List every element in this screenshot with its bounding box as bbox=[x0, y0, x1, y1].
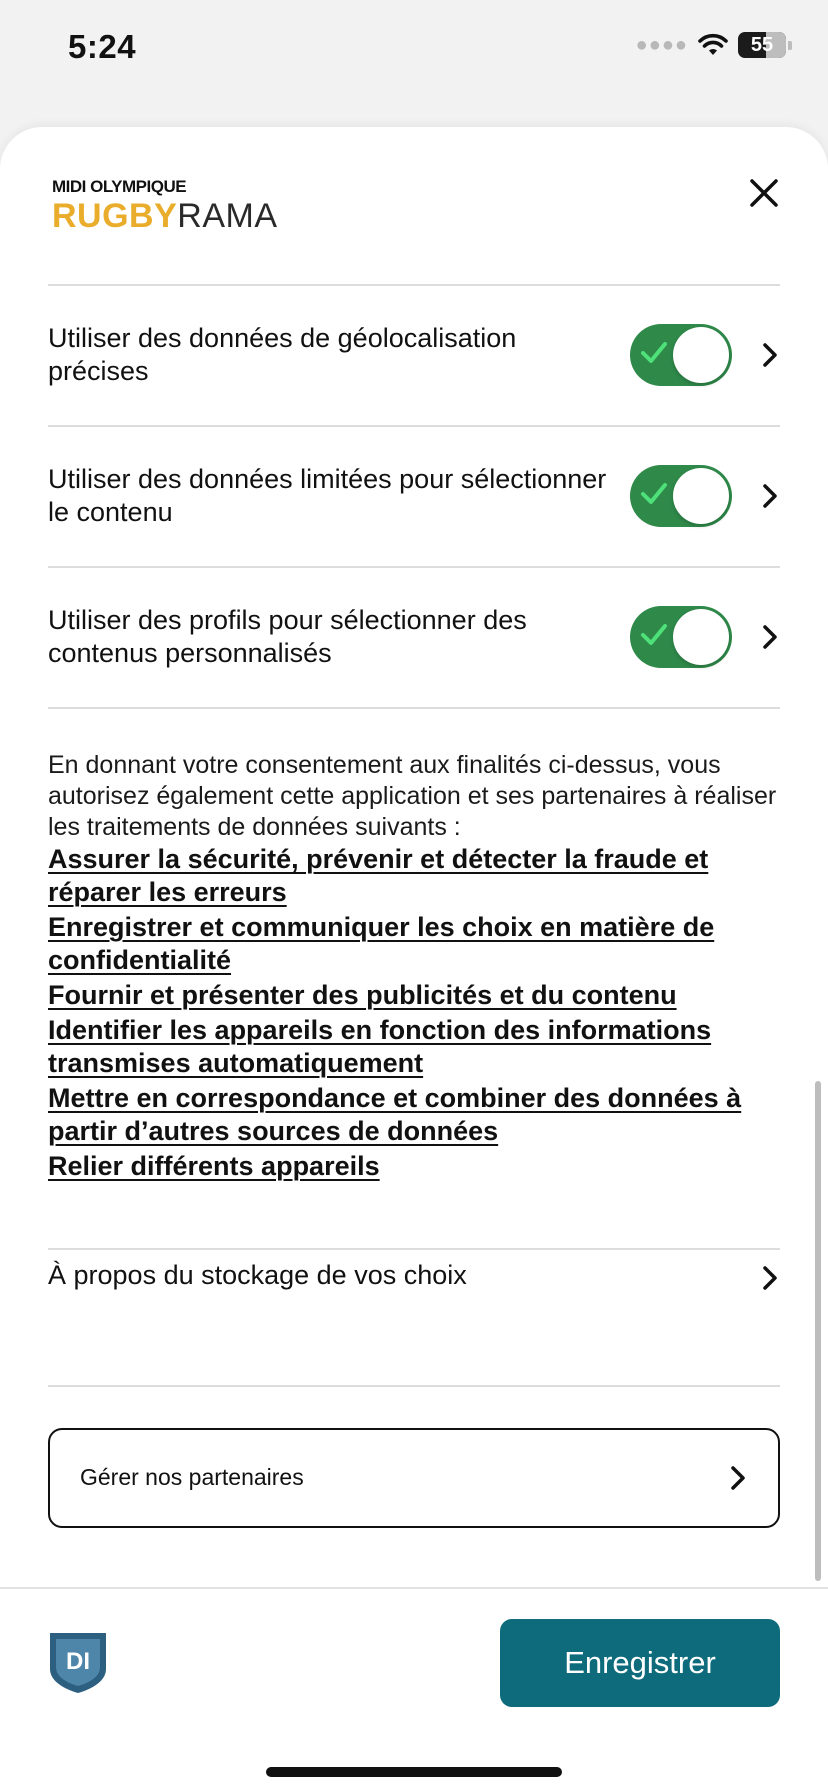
manage-partners-label: Gérer nos partenaires bbox=[80, 1464, 304, 1490]
manage-partners-button[interactable] bbox=[48, 1428, 780, 1528]
brand-mark-text: DI bbox=[66, 1648, 90, 1675]
chevron-right-icon[interactable] bbox=[760, 482, 780, 510]
consent-sheet bbox=[0, 127, 828, 1792]
link-link-devices[interactable]: Relier différents appareils bbox=[48, 1151, 380, 1181]
link-security-fraud[interactable]: Assurer la sécurité, prévenir et détecter la fraude et réparer les erreurs bbox=[48, 844, 709, 907]
battery-icon bbox=[738, 32, 786, 58]
check-icon bbox=[640, 340, 668, 366]
chevron-right-icon[interactable] bbox=[760, 623, 780, 651]
check-icon bbox=[640, 622, 668, 648]
about-storage-row[interactable] bbox=[48, 1250, 780, 1306]
purpose-label: Utiliser des profils pour sélectionner des contenus personnalisés bbox=[48, 605, 527, 668]
logo-top-text: MIDI OLYMPIQUE bbox=[52, 177, 187, 196]
divider bbox=[48, 1385, 780, 1387]
chevron-right-icon bbox=[728, 1464, 748, 1492]
consent-explanation: En donnant votre consentement aux finalités ci-dessus, vous autorisez également cette application et ses partenaires à réaliser les traitements de données suivants : bbox=[48, 751, 777, 841]
signal-dots-icon: ●●●● bbox=[635, 33, 688, 56]
battery-tip bbox=[788, 41, 792, 50]
purpose-toggle[interactable] bbox=[630, 465, 732, 527]
didomi-shield-icon bbox=[46, 1629, 110, 1695]
status-icons bbox=[636, 32, 792, 58]
toggle-knob bbox=[673, 468, 729, 524]
battery-level: 55 bbox=[750, 33, 774, 56]
wifi-icon bbox=[698, 33, 728, 57]
purpose-row-geolocation[interactable] bbox=[48, 286, 780, 425]
footer-bar bbox=[0, 1587, 828, 1792]
scrollbar[interactable] bbox=[815, 1081, 821, 1581]
purpose-label: Utiliser des données de géolocalisation précises bbox=[48, 323, 517, 386]
special-purposes-links bbox=[48, 843, 788, 1185]
logo-main-text bbox=[52, 199, 278, 233]
purpose-label: Utiliser des données limitées pour sélectionner le contenu bbox=[48, 464, 607, 527]
link-privacy-choices[interactable]: Enregistrer et communiquer les choix en matière de confidentialité bbox=[48, 912, 715, 975]
logo-rugby: RUGBY bbox=[52, 197, 178, 235]
divider bbox=[48, 707, 780, 709]
rugbyrama-logo bbox=[52, 177, 278, 233]
home-indicator[interactable] bbox=[266, 1767, 562, 1777]
link-identify-devices[interactable]: Identifier les appareils en fonction des informations transmises automatiquement bbox=[48, 1015, 712, 1078]
chevron-right-icon[interactable] bbox=[760, 341, 780, 369]
close-button[interactable] bbox=[744, 173, 784, 213]
status-bar bbox=[0, 0, 828, 100]
close-icon bbox=[744, 173, 784, 213]
chevron-right-icon bbox=[760, 1264, 780, 1292]
check-icon bbox=[640, 481, 668, 507]
toggle-knob bbox=[673, 609, 729, 665]
link-deliver-ads-content[interactable]: Fournir et présenter des publicités et du contenu bbox=[48, 980, 677, 1010]
purpose-row-limited-data[interactable] bbox=[48, 427, 780, 566]
purpose-toggle[interactable] bbox=[630, 324, 732, 386]
status-time: 5:24 bbox=[68, 28, 137, 65]
logo-rama: RAMA bbox=[177, 197, 278, 235]
about-storage-label: À propos du stockage de vos choix bbox=[48, 1260, 467, 1290]
save-button[interactable]: Enregistrer bbox=[500, 1619, 780, 1707]
purpose-toggle[interactable] bbox=[630, 606, 732, 668]
purpose-row-profiles[interactable] bbox=[48, 568, 780, 707]
toggle-knob bbox=[673, 327, 729, 383]
link-match-combine-data[interactable]: Mettre en correspondance et combiner des données à partir d’autres sources de données bbox=[48, 1083, 742, 1146]
